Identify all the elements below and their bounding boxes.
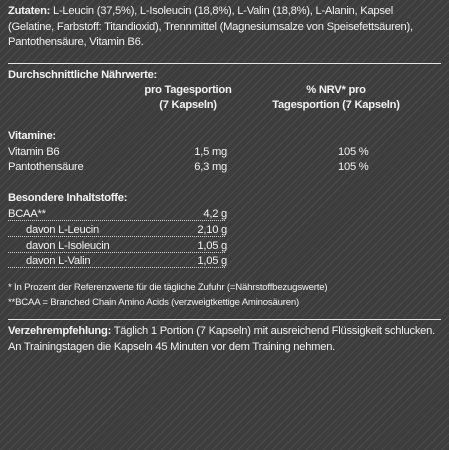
row-amount: 2,10 g: [197, 223, 227, 236]
ingredients-label: Zutaten:: [8, 5, 51, 17]
row-amount: 1,5 mg: [194, 145, 227, 158]
special-ingredients-title: Besondere Inhaltstoffe:: [8, 192, 128, 205]
table-row: [8, 239, 441, 255]
row-label: BCAA**: [8, 207, 46, 220]
vitamins-title: Vitamine:: [8, 129, 56, 142]
row-amount: 6,3 mg: [194, 161, 227, 174]
nutrition-column-headers: [8, 83, 441, 117]
row-label: davon L-Valin: [26, 255, 91, 268]
nutrition-title: Durchschnittliche Nährwerte:: [8, 68, 158, 81]
row-amount: 4,2 g: [203, 207, 227, 220]
ingredients-text: L-Leucin (37,5%), L-Isoleucin (18,8%), L-Valin (18,8%), L-Alanin, Kapsel (Gelatine, Farbstoff: Titandioxid), Trennmittel (Magnesiumsalze von Speisefettsäuren), Pantothensäure, Vitamin B6.: [8, 5, 413, 49]
column-header-nrv: % NRV* pro Tagesportion (7 Kapseln): [272, 83, 400, 112]
table-row: [8, 223, 441, 239]
table-row: [8, 254, 441, 270]
footnote-bcaa: **BCAA = Branched Chain Amino Acids (verzweigtkettige Aminosäuren): [8, 297, 300, 309]
column-header-per-portion: pro Tagesportion (7 Kapseln): [144, 83, 232, 112]
usage-label: Verzehrempfehlung:: [8, 325, 112, 338]
row-label: Pantothensäure: [8, 161, 84, 174]
row-nrv: 105 %: [338, 161, 369, 174]
table-row: [8, 145, 441, 161]
usage-paragraph: [8, 324, 441, 355]
table-row: [8, 207, 441, 223]
footnote-nrv: * In Prozent der Referenzwerte für die tägliche Zufuhr (=Nährstoffbezugswerte): [8, 282, 328, 294]
row-label: Vitamin B6: [8, 145, 60, 158]
row-label: davon L-Leucin: [26, 223, 100, 236]
row-label: davon L-Isoleucin: [26, 239, 110, 252]
row-amount: 1,05 g: [197, 255, 227, 268]
table-row: [8, 160, 441, 176]
usage-text: Täglich 1 Portion (7 Kapseln) mit ausreichend Flüssigkeit schlucken. An Trainingstagen die Kapseln 45 Minuten vor dem Training nehmen.: [8, 325, 435, 353]
row-amount: 1,05 g: [197, 239, 227, 252]
ingredients-paragraph: [8, 4, 441, 51]
row-nrv: 105 %: [338, 145, 369, 158]
